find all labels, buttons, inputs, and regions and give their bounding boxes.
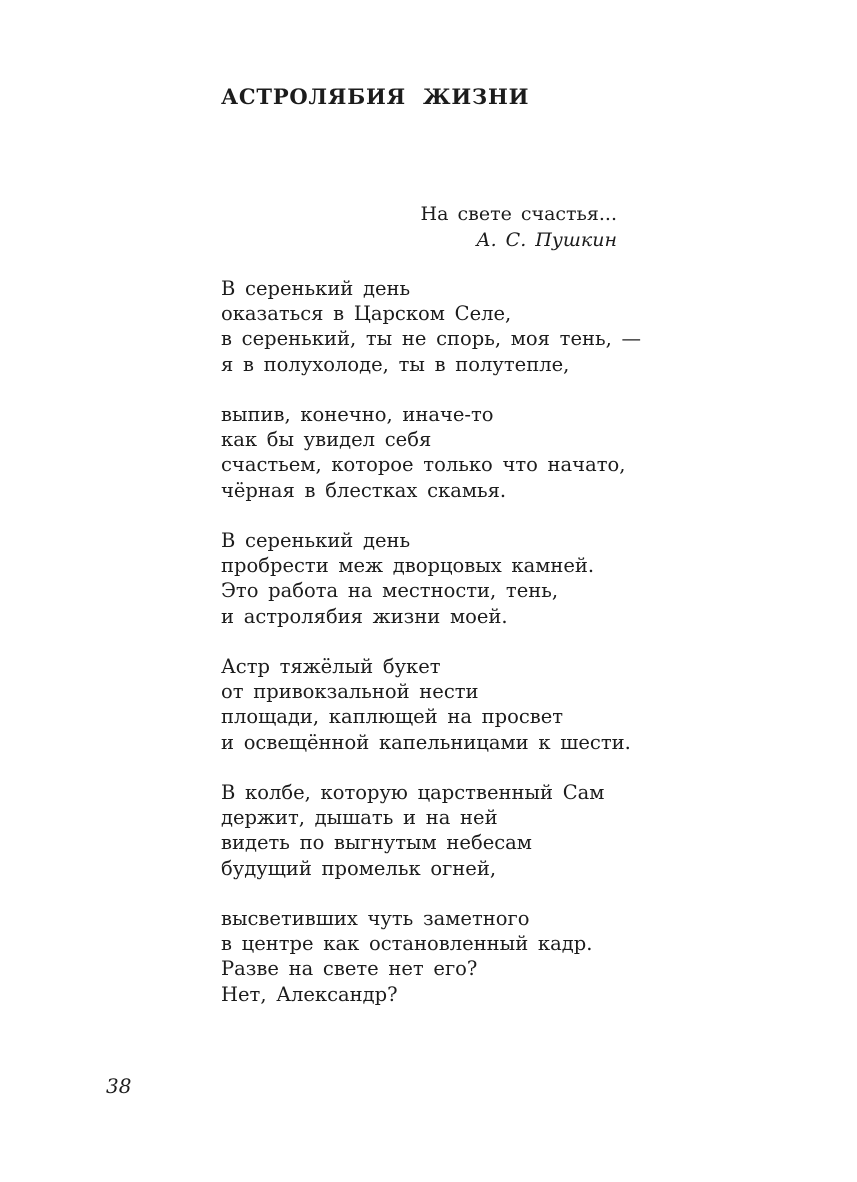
poem-title: АСТРОЛЯБИЯ ЖИЗНИ (221, 84, 530, 109)
poem-line: как бы увидел себя (221, 428, 432, 452)
poem-line: В серенький день (221, 277, 411, 300)
poem-line: В колбе, которую царственный Сам (221, 781, 605, 804)
stanza-4 (221, 654, 651, 755)
poem-line: пробрести меж дворцовых камней. (221, 554, 595, 578)
poem-line: и освещённой капельницами к шести. (221, 730, 631, 754)
poem-line: Нет, Александр? (221, 982, 398, 1006)
poem-line: выпив, конечно, иначе-то (221, 403, 494, 426)
poem-line: высветивших чуть заметного (221, 907, 530, 930)
stanza-6 (221, 906, 651, 1007)
poem-line: Это работа на местности, тень, (221, 579, 559, 603)
epigraph (221, 201, 617, 253)
poem-line: счастьем, которое только что начато, (221, 453, 626, 477)
poem-line: площади, каплющей на просвет (221, 705, 564, 729)
epigraph-quote: На свете счастья... (420, 203, 617, 225)
poem-line: В серенький день (221, 529, 411, 552)
poem-line: чёрная в блестках скамья. (221, 478, 507, 502)
stanza-2 (221, 402, 651, 503)
epigraph-attribution: А. С. Пушкин (476, 229, 617, 251)
poem-line: я в полухолоде, ты в полутепле, (221, 352, 570, 376)
poem-line: в центре как остановленный кадр. (221, 932, 593, 956)
stanza-1 (221, 276, 651, 377)
poem-line: от привокзальной нести (221, 680, 479, 704)
poem-line: Разве на свете нет его? (221, 957, 478, 981)
poem-line: держит, дышать и на ней (221, 806, 498, 830)
poem-line: в серенький, ты не спорь, моя тень, — (221, 327, 641, 351)
stanza-3 (221, 528, 651, 629)
poem-line: будущий промельк огней, (221, 856, 497, 880)
page-number: 38 (106, 1074, 132, 1098)
poem-line: оказаться в Царском Селе, (221, 302, 512, 326)
poem-line: видеть по выгнутым небесам (221, 831, 532, 855)
poem-body (221, 276, 651, 1032)
poem-line: и астролябия жизни моей. (221, 604, 508, 628)
stanza-5 (221, 780, 651, 881)
poem-line: Астр тяжёлый букет (221, 655, 441, 678)
